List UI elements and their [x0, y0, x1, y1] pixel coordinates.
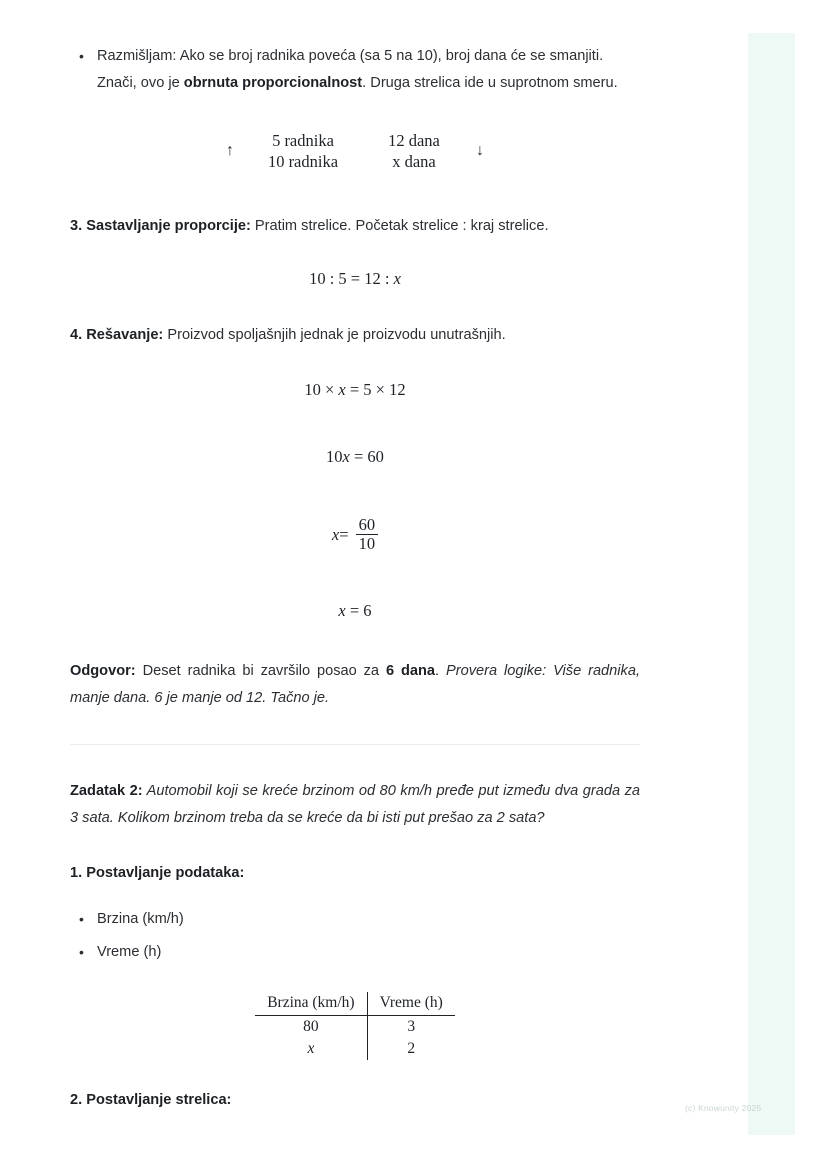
arrow-cell-workers-after: 10 radnika — [267, 152, 339, 171]
equation-proportion — [70, 269, 640, 289]
up-arrow-icon: ↑ — [226, 142, 234, 159]
table-row — [255, 1015, 455, 1038]
equation-proportion-variable: x — [393, 269, 401, 288]
eq1-right: = 5 × 12 — [345, 380, 406, 399]
reasoning-text-part1: Razmišljam: Ako se broj radnika poveća (sa 5 na 10), broj dana će se smanjiti. Znači, ovo je — [97, 48, 604, 91]
result-variable: x — [338, 600, 346, 620]
arrow-cell-workers-before: 5 radnika — [272, 131, 334, 150]
days-after-unit: dana — [400, 152, 436, 171]
document-content — [70, 0, 640, 1112]
fraction-denominator: 10 — [356, 534, 379, 553]
days-after-variable: x — [392, 152, 401, 171]
list-item — [70, 43, 640, 96]
table-cell-vreme-2: 2 — [407, 1039, 416, 1057]
equation-result — [70, 601, 640, 621]
task-2-data-bullets — [70, 906, 640, 966]
equation-fraction-row — [70, 516, 640, 554]
reasoning-bullet-list — [70, 43, 640, 96]
table-header-row — [255, 992, 455, 1016]
result-value: = 6 — [345, 600, 372, 620]
equation-proportion-prefix: 10 : 5 = 12 : — [309, 269, 394, 288]
table-row — [255, 1038, 455, 1060]
fraction-variable: x — [331, 524, 340, 544]
arrow-cell-days-before: 12 dana — [388, 131, 440, 150]
task-2-text: Automobil koji se kreće brzinom od 80 km/h pređe put između dva grada za 3 sata. Kolikom brzinom treba da se kreće da bi isti put prešao za 2 sata? — [70, 782, 640, 826]
bullet-label-brzina: Brzina (km/h) — [97, 910, 184, 927]
eq2-right: = 60 — [349, 447, 384, 466]
eq2-coefficient: 10 — [326, 447, 343, 466]
equation-cross-multiply — [70, 380, 640, 400]
reasoning-emphasis: obrnuta proporcionalnost — [183, 74, 363, 91]
task-2-step-1-label: 1. Postavljanje podataka: — [70, 864, 245, 881]
eq2-variable: x — [342, 447, 350, 466]
answer-paragraph — [70, 658, 640, 712]
task-2-table-wrap — [70, 992, 640, 1060]
answer-highlight: 6 dana — [385, 662, 436, 679]
bullet-label-vreme: Vreme (h) — [97, 944, 162, 961]
down-arrow-icon: ↓ — [476, 142, 484, 159]
answer-label: Odgovor: — [70, 662, 136, 679]
task-2-step-1-heading — [70, 861, 640, 885]
step-4-text: Proizvod spoljašnjih jednak je proizvodu unutrašnjih. — [163, 327, 506, 343]
watermark: (c) Knowunity 2025 — [685, 1103, 762, 1113]
step-4-label: 4. Rešavanje: — [70, 327, 164, 343]
table-cell-brzina-2: x — [255, 1038, 367, 1060]
step-3-label: 3. Sastavljanje proporcije: — [70, 218, 251, 234]
table-header-brzina: Brzina (km/h) — [255, 992, 367, 1016]
step-3-text: Pratim strelice. Početak strelice : kraj strelice. — [250, 218, 549, 234]
table-head — [255, 992, 455, 1016]
list-item — [70, 906, 640, 933]
task-2-step-2-heading — [70, 1088, 640, 1112]
fraction — [356, 516, 379, 554]
arrow-cell-days-after — [362, 151, 466, 172]
step-3-heading — [70, 214, 640, 238]
arrow-proportion-grid — [244, 130, 466, 172]
answer-text-1: Deset radnika bi završilo posao za — [135, 662, 386, 679]
eq1-variable: x — [338, 380, 346, 399]
task-2-prompt — [70, 778, 640, 832]
arrow-proportion-block — [70, 130, 640, 172]
table-body — [255, 1015, 455, 1060]
step-4-heading — [70, 323, 640, 347]
list-item — [70, 939, 640, 966]
answer-logic-check: Provera logike: Više radnika, manje dana. 6 je manje od 12. Tačno je. — [70, 662, 641, 706]
table-cell-vreme-1: 3 — [407, 1017, 416, 1035]
side-panel — [748, 33, 795, 1135]
answer-text-2: . — [435, 662, 446, 679]
eq1-left: 10 × — [304, 380, 339, 399]
fraction-equals: = — [339, 524, 349, 544]
table-header-vreme: Vreme (h) — [379, 993, 443, 1011]
equation-simplified — [70, 447, 640, 467]
reasoning-text-part2: . Druga strelica ide u suprotnom smeru. — [362, 74, 618, 91]
task-2-label: Zadatak 2: — [70, 782, 143, 799]
table-cell-brzina-1: 80 — [255, 1015, 367, 1038]
task-2-data-table — [255, 992, 455, 1060]
task-2-step-2-label: 2. Postavljanje strelica: — [70, 1091, 232, 1108]
fraction-expression — [332, 516, 378, 554]
fraction-numerator: 60 — [358, 515, 376, 534]
